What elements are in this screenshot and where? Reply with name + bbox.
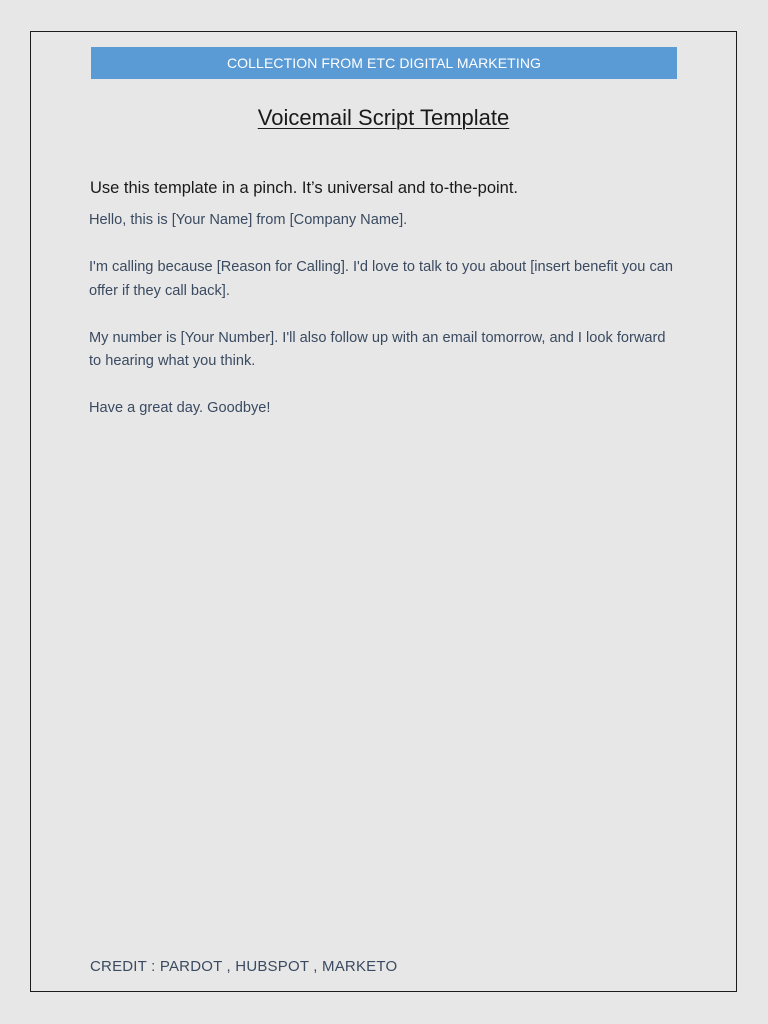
intro-text: Use this template in a pinch. It’s universal and to-the-point. [90,179,519,197]
collection-banner: COLLECTION FROM ETC DIGITAL MARKETING [91,47,677,79]
script-paragraph-number: My number is [Your Number]. I'll also follow up with an email tomorrow, and I look forward to hearing what you think. [89,329,666,369]
script-paragraph-greeting: Hello, this is [Your Name] from [Company Name]. [89,212,408,228]
document-title [31,104,736,132]
credit-line: CREDIT : PARDOT , HUBSPOT , MARKETO [90,958,398,975]
script-paragraph-reason: I'm calling because [Reason for Calling]. I'd love to talk to you about [insert benefit you can offer if they call back]. [89,259,673,299]
voicemail-script [89,209,679,444]
document-title-text: Voicemail Script Template [257,105,510,130]
document-page [30,31,737,992]
script-paragraph-goodbye: Have a great day. Goodbye! [89,400,271,416]
